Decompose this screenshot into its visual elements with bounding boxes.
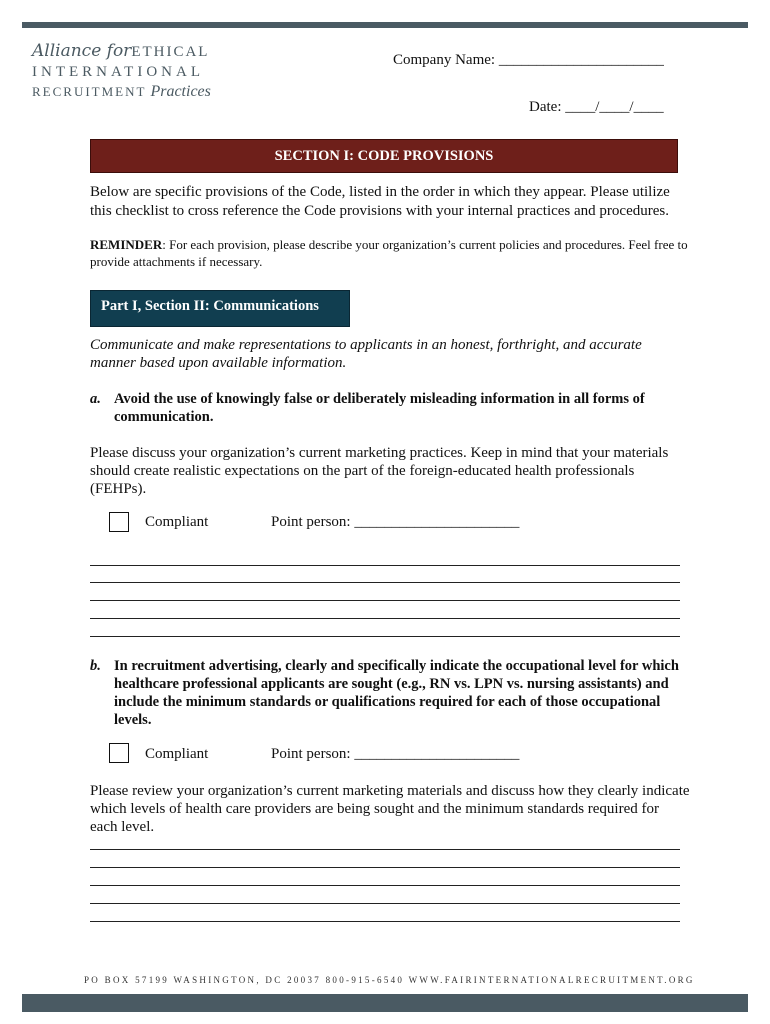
reminder-note <box>90 236 690 270</box>
point-person-field[interactable]: Point person: ______________________ <box>271 514 520 530</box>
company-name-field[interactable]: Company Name: ______________________ <box>393 52 664 68</box>
compliant-label: Compliant <box>145 514 209 530</box>
intro-paragraph: Below are specific provisions of the Code, listed in the order in which they appear. Please utilize this checklist to cross reference the Code provisions with your internal practices and procedures. <box>90 184 670 219</box>
item-heading: In recruitment advertising, clearly and specifically indicate the occupational level for which healthcare professional applicants are sought (e.g., RN vs. LPN vs. nursing assistants) and include the minimum standards or qualifications required for each of those occupational levels. <box>114 658 679 728</box>
reminder-text: : For each provision, please describe your organization’s current policies and procedures. Feel free to provide attachments if necessary. <box>90 237 688 269</box>
logo-script-text-3: Practices <box>150 83 211 100</box>
item-prompt: Please review your organization’s current marketing materials and discuss how they clearly indicate which levels of health care providers are being sought and the minimum standards required for each level. <box>90 783 690 835</box>
section-title-banner: SECTION I: CODE PROVISIONS <box>90 139 678 173</box>
answer-line[interactable] <box>90 849 680 850</box>
item-heading: Avoid the use of knowingly false or deliberately misleading information in all forms of communication. <box>114 391 645 425</box>
item-marker: b. <box>90 658 101 674</box>
logo-script-text: Alliance for <box>32 41 132 61</box>
compliant-label: Compliant <box>145 746 209 762</box>
logo-line-2: INTERNATIONAL <box>32 64 204 80</box>
bottom-frame-bar <box>22 994 748 1012</box>
answer-line[interactable] <box>90 618 680 619</box>
top-frame-bar <box>22 22 748 28</box>
answer-line[interactable] <box>90 867 680 868</box>
point-person-field[interactable]: Point person: ______________________ <box>271 746 520 762</box>
answer-line[interactable] <box>90 636 680 637</box>
footer-contact: PO BOX 57199 WASHINGTON, DC 20037 800-915-6540 WWW.FAIRINTERNATIONALRECRUITMENT.ORG <box>84 975 695 985</box>
part-title-banner: Part I, Section II: Communications <box>90 290 350 327</box>
item-marker: a. <box>90 391 101 407</box>
answer-line[interactable] <box>90 582 680 583</box>
answer-line[interactable] <box>90 600 680 601</box>
item-prompt: Please discuss your organization’s current marketing practices. Keep in mind that your materials should create realistic expectations on the part of the foreign-educated health professionals (FEHPs). <box>90 445 669 497</box>
logo-caps-text-3: RECRUITMENT <box>32 84 147 99</box>
answer-line[interactable] <box>90 885 680 886</box>
date-field[interactable]: Date: ____/____/____ <box>529 99 664 115</box>
compliant-checkbox[interactable] <box>109 743 129 763</box>
answer-line[interactable] <box>90 565 680 566</box>
provision-lead-text: Communicate and make representations to applicants in an honest, forthright, and accurate manner based upon available information. <box>90 337 642 371</box>
provision-item-b <box>90 657 680 729</box>
provision-item-a <box>90 390 680 426</box>
answer-line[interactable] <box>90 903 680 904</box>
organization-logo <box>32 40 211 101</box>
compliant-checkbox[interactable] <box>109 512 129 532</box>
answer-line[interactable] <box>90 921 680 922</box>
logo-caps-text: ETHICAL <box>131 44 210 60</box>
reminder-label: REMINDER <box>90 237 163 252</box>
